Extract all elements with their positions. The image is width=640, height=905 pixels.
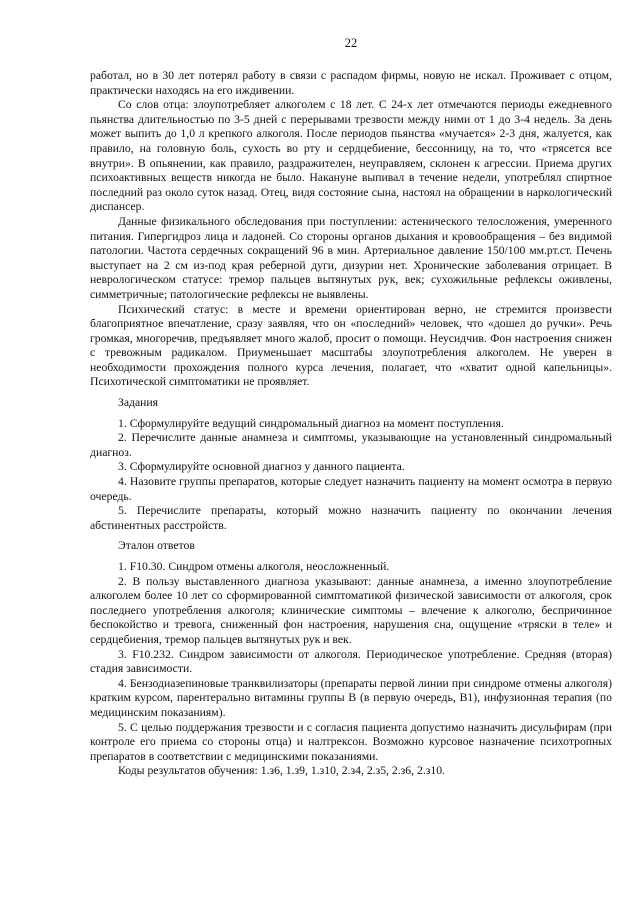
section-heading: Задания	[118, 396, 159, 410]
body-paragraph: Психический статус: в месте и времени ориентирован верно, не стремится произвести благоприятное впечатление, сразу заявляя, что он «последний» человек, что «дошел до ручки». Речь громкая, многоречив, предъявляет много жалоб, просит о помощи. Неусидчив. Фон настроения снижен с тревожным радикалом. Приуменьшает масштабы злоупотребления алкоголем. Не уверен в необходимости прохождения полного курса лечения, полагает, что «хватит одной капельницы». Психотической симптоматики не проявляет.	[90, 302, 612, 389]
body-paragraph: 1. F10.30. Синдром отмены алкоголя, неосложненный.	[118, 560, 390, 573]
body-paragraph: 5. С целью поддержания трезвости и с согласия пациента допустимо назначить дисульфирам (при контроле его приема со стороны отца) и налтрексон. Возможно курсовое назначение психотропных препаратов в соответствии с медицинскими показаниями.	[90, 720, 612, 763]
body-paragraph: 4. Назовите группы препаратов, которые следует назначить пациенту на момент осмотра в первую очередь.	[90, 475, 612, 503]
body-paragraph: Коды результатов обучения: 1.з6, 1.з9, 1.з10, 2.з4, 2.з5, 2.з6, 2.з10.	[118, 764, 445, 778]
body-paragraph: Данные физикального обследования при поступлении: астенического телосложения, умеренного питания. Гипергидроз лица и ладоней. Со стороны органов дыхания и кровообращения – без видимой патологии. Частота сердечных сокращений 96 в мин. Артериальное давление 150/100 мм.рт.ст. Печень выступает на 2 см из-под края реберной дуги, дизурии нет. Хронические заболевания отрицает. В неврологическом статусе: тремор пальцев вытянутых рук, век; сухожильные рефлексы оживлены, симметричные; патологические рефлексы не выявлены.	[90, 214, 612, 301]
body-paragraph: 3. F10.232. Синдром зависимости от алкоголя. Периодическое употребление. Средняя (вторая) стадия зависимости.	[90, 647, 612, 676]
page-number: 22	[344, 36, 358, 50]
body-paragraph: 2. Перечислите данные анамнеза и симптомы, указывающие на установленный синдромальный диагноз.	[90, 431, 612, 459]
body-paragraph: 1. Сформулируйте ведущий синдромальный диагноз на момент поступления.	[118, 416, 504, 430]
section-heading: Эталон ответов	[118, 539, 195, 553]
body-paragraph: 5. Перечислите препараты, который можно назначить пациенту по окончании лечения абстинентных расстройств.	[90, 504, 612, 532]
body-paragraph: 3. Сформулируйте основной диагноз у данного пациента.	[118, 460, 405, 474]
body-paragraph: 4. Бензодиазепиновые транквилизаторы (препараты первой линии при синдроме отмены алкоголя) кратким курсом, парентерально витамины группы В (в первую очередь, В1), инфузионная терапия (по медицинским показаниям).	[90, 676, 612, 719]
body-paragraph: работал, но в 30 лет потерял работу в связи с распадом фирмы, новую не искал. Проживает с отцом, практически находясь на его иждивении.	[90, 69, 612, 97]
document-body	[90, 69, 612, 779]
body-paragraph: 2. В пользу выставленного диагноза указывают: данные анамнеза, а именно злоупотребление алкоголем более 10 лет со сформированной симптоматикой физической зависимости от алкоголя, срок последнего употребления алкоголя; клинические симптомы – влечение к алкоголю, беспричинное беспокойство и тревога, сниженный фон настроения, нарушения сна, ощущение «тряски в теле» и сердцебиения, тремор пальцев вытянутых рук и век.	[90, 574, 612, 646]
body-paragraph: Со слов отца: злоупотребляет алкоголем с 18 лет. С 24-х лет отмечаются периоды ежедневного пьянства длительностью по 3-5 дней с перерывами трезвости между ними от 1 до 3-4 недель. За день может выпить до 1,0 л крепкого алкоголя. После периодов пьянства «мучается» 2-3 дня, жалуется, как правило, на головную боль, сухость во рту и сердцебиение, бессонницу, на то, что «трясется все внутри». В опьянении, как правило, раздражителен, неуправляем, склонен к агрессии. Приема других психоактивных веществ никогда не было. Накануне выпивал в течение недели, употреблял спиртное последний раз около суток назад. Отец, видя состояние сына, настоял на обращении в наркологический диспансер.	[90, 98, 612, 214]
